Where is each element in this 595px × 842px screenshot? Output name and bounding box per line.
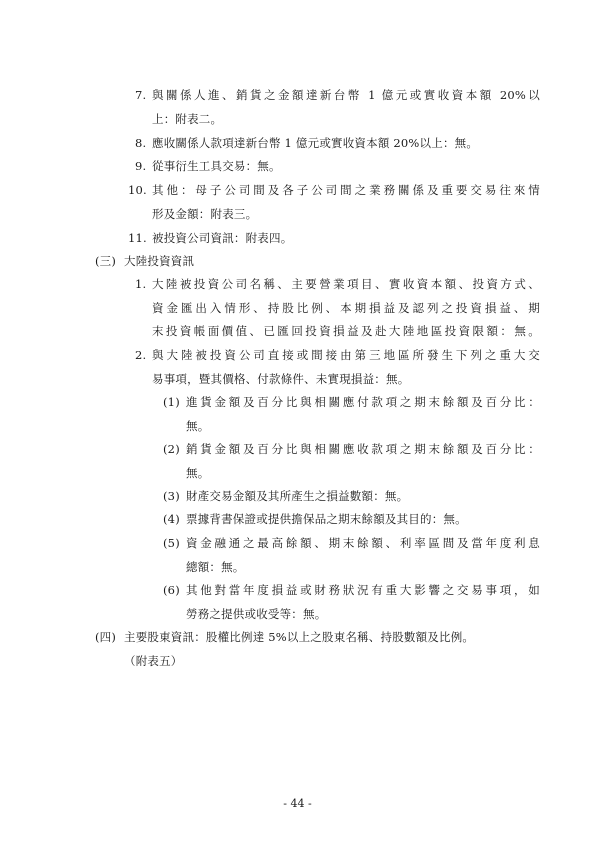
item-text-line: 被投資公司資訊：附表四。 (152, 231, 293, 245)
subitem-number: (6) (163, 583, 180, 597)
item-text-line: 易事項，暨其價格、付款條件、未實現損益：無。 (152, 371, 410, 386)
subitem-text-line: 財產交易金額及其所產生之損益數額：無。 (186, 489, 409, 503)
subitem-number: (3) (163, 489, 180, 503)
item-text-line: 上：附表二。 (152, 111, 223, 126)
subitem-text-line: 銷貨金額及百分比與相關應收款項之期末餘額及百分比： (186, 442, 540, 456)
item-text-line: 與大陸被投資公司直接或間接由第三地區所發生下列之重大交 (152, 348, 540, 362)
section-number: (三) (95, 254, 117, 268)
section-number: (四) (95, 630, 117, 644)
subitem-text-line: 勞務之提供或收受等：無。 (186, 606, 327, 621)
item-text-line: 與關係人進、銷貨之金額達新台幣 1 億元或實收資本額 20%以 (152, 88, 540, 102)
subitem-number: (1) (163, 395, 180, 409)
subitem-text-line: 其他對當年度損益或財務狀況有重大影響之交易事項，如 (186, 583, 540, 597)
subitem-number: (5) (163, 536, 180, 550)
subitem-text-line: 票據背書保證或提供擔保品之期末餘額及其目的：無。 (186, 512, 467, 526)
item-number: 10. (128, 183, 147, 197)
subitem-text-line: 資金融通之最高餘額、期末餘額、利率區間及當年度利息 (186, 536, 540, 550)
subitem-text-line: 進貨金額及百分比與相關應付款項之期末餘額及百分比： (186, 395, 540, 409)
item-text-line: 其他：母子公司間及各子公司間之業務關係及重要交易往來情 (152, 183, 540, 197)
item-text-line: 形及金額：附表三。 (152, 206, 258, 221)
item-text-line: 大陸被投資公司名稱、主要營業項目、實收資本額、投資方式、 (152, 277, 540, 291)
section-text-line: （附表五） (124, 653, 183, 668)
item-number: 11. (128, 231, 147, 245)
item-text-line: 應收關係人款項達新台幣 1 億元或實收資本額 20%以上：無。 (152, 136, 479, 150)
item-number: 2. (135, 348, 147, 362)
subitem-text-line: 無。 (186, 465, 210, 480)
item-number: 1. (135, 277, 147, 291)
item-text-line: 末投資帳面價值、已匯回投資損益及赴大陸地區投資限額：無。 (152, 324, 540, 338)
section-text-line: 主要股東資訊：股權比例達 5%以上之股東名稱、持股數額及比例。 (124, 630, 475, 644)
subitem-text-line: 總額：無。 (186, 559, 245, 574)
item-text-line: 從事衍生工具交易：無。 (152, 159, 281, 173)
item-text-line: 資金匯出入情形、持股比例、本期損益及認列之投資損益、期 (152, 300, 540, 315)
subitem-text-line: 無。 (186, 418, 210, 433)
section-title: 大陸投資資訊 (124, 254, 195, 268)
item-number: 8. (135, 136, 147, 150)
subitem-number: (4) (163, 512, 180, 526)
page-number: - 44 - (283, 797, 312, 810)
subitem-number: (2) (163, 442, 180, 456)
item-number: 9. (135, 159, 147, 173)
item-number: 7. (135, 88, 147, 102)
